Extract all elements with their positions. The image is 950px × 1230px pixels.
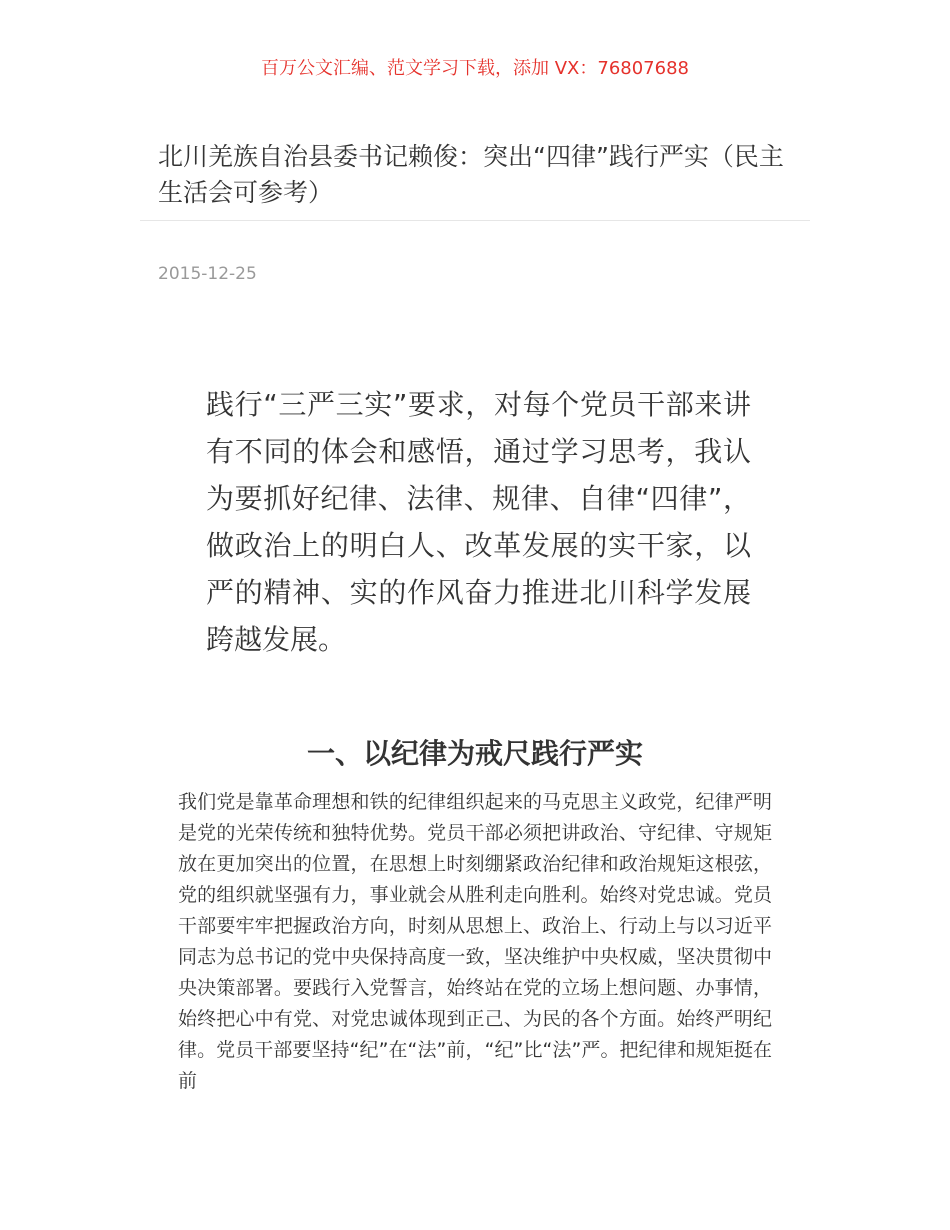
promo-banner: 百万公文汇编、范文学习下载，添加 VX：76807688 [261,58,689,79]
title-divider [140,220,810,221]
section-heading: 一、以纪律为戒尺践行严实 [306,737,643,770]
section-body-paragraph: 我们党是靠革命理想和铁的纪律组织起来的马克思主义政党，纪律严明是党的光荣传统和独特优势。党员干部必须把讲政治、守纪律、守规矩放在更加突出的位置，在思想上时刻绷紧政治纪律和政治规矩这根弦，党的组织就坚强有力，事业就会从胜利走向胜利。始终对党忠诚。党员干部要牢牢把握政治方向，时刻从思想上、政治上、行动上与以习近平同志为总书记的党中央保持高度一致，坚决维护中央权威，坚决贯彻中央决策部署。要践行入党誓言，始终站在党的立场上想问题、办事情，始终把心中有党、对党忠诚体现到正己、为民的各个方面。始终严明纪律。党员干部要坚持“纪”在“法”前，“纪”比“法”严。把纪律和规矩挺在前 [178,791,772,1092]
article-title: 北川羌族自治县委书记赖俊：突出“四律”践行严实（民主生活会可参考） [158,142,784,207]
lead-paragraph: 践行“三严三实”要求，对每个党员干部来讲有不同的体会和感悟，通过学习思考，我认为要抓好纪律、法律、规律、自律“四律”，做政治上的明白人、改革发展的实干家，以严的精神、实的作风奋力推进北川科学发展跨越发展。 [206,388,751,656]
publish-date: 2015-12-25 [158,264,257,284]
